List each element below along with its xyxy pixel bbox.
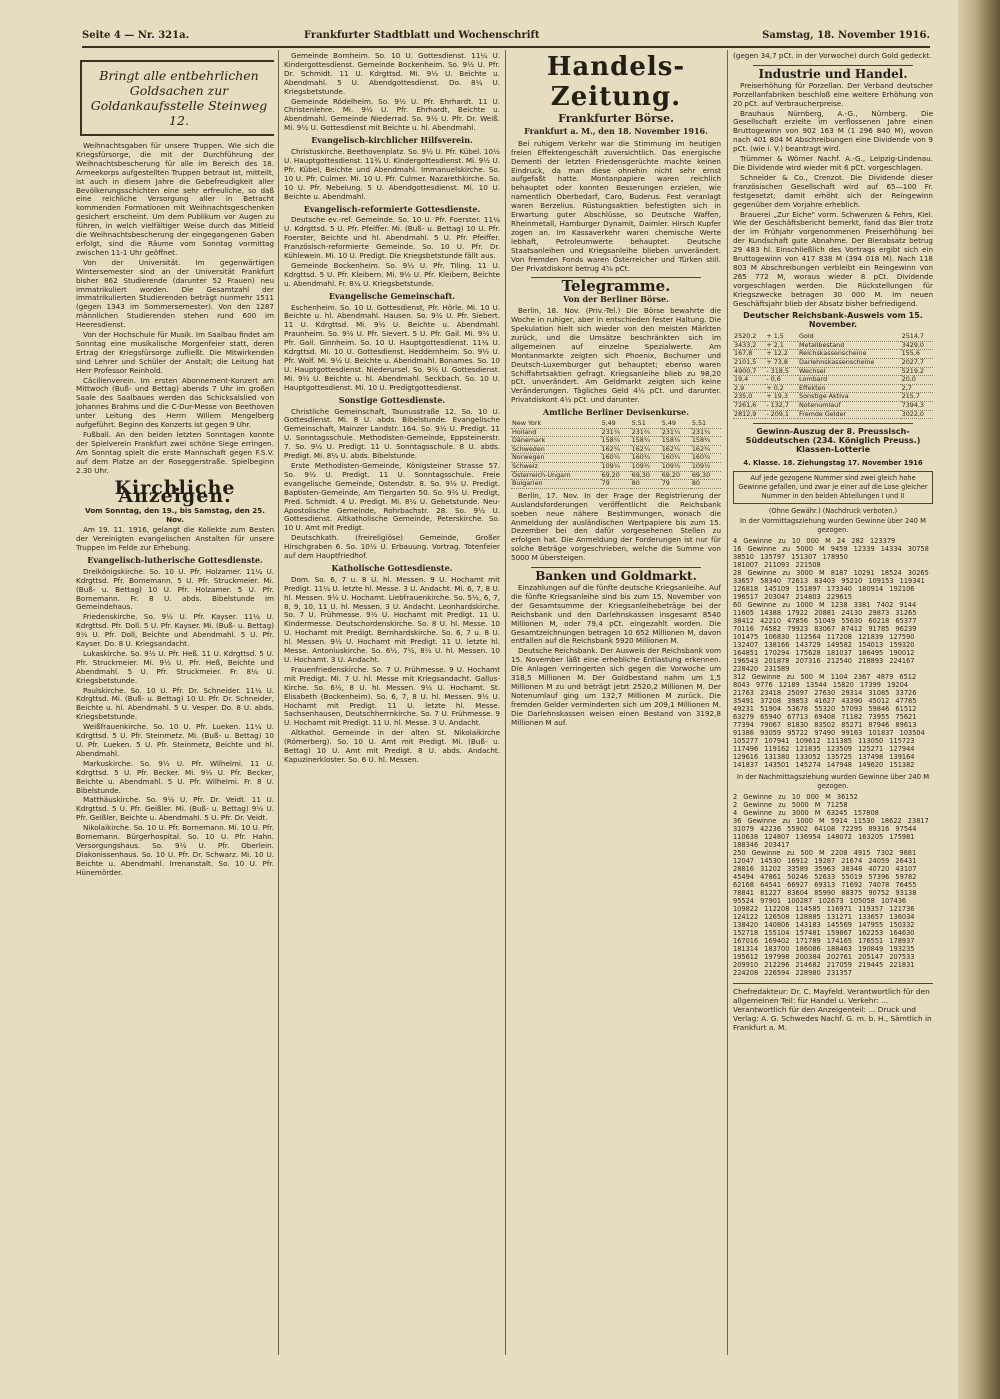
table-cell: 79: [661, 480, 691, 489]
column-rule-1: [278, 50, 279, 1355]
table-cell: 3429,0: [901, 341, 933, 350]
table-cell: 215,7: [901, 393, 933, 402]
table-cell: 5219,2: [901, 367, 933, 376]
table-cell: 2027,7: [901, 359, 933, 368]
lottery-line: 95524 97901 100287 102673 105058 107436: [733, 897, 907, 906]
lottery-line: 4 Gewinne zu 10 000 M 24 282 123379: [733, 537, 896, 546]
table-cell: - 132,7: [765, 402, 798, 411]
table-cell: Schweden: [511, 445, 601, 454]
church-entry: Dom. So. 6, 7 u. 8 U. hl. Messen. 9 U. Hochamt mit Predigt. 11¼ U. letzte hl. Messe. 3 U. Andacht. Mi. 6, 7, 8 U. hl. Messen. 9½ U. Hochamt. Liebfrauenkirche. So. 5½, 6, 7, 8, 9, 10, 11 U. hl. Messen. 3 U. Andacht. Leonhardskirche. So. 7 U. Frühmesse. 9½ U. Hochamt mit Predigt. 11 U. Kindermesse. Deutschordenskirche. So. 8 U. hl. Messe. 10 U. Hochamt mit Predigt. Bernhardskirche. So. 6, 7 u. 8 U. hl. Messen. 9½ U. Hochamt mit Predigt. 11 U. letzte hl. Messe. Antoniuskirche. So. 6½, 7½, 8½ U. hl. Messen. 10 U. Hochamt. 3 U. Andacht.: [284, 574, 500, 664]
table-cell: - 209,1: [765, 410, 798, 419]
table-cell: Dänemark: [511, 437, 601, 446]
table-cell: 160¼: [601, 454, 631, 463]
table-cell: 80: [631, 480, 661, 489]
church-entry: Paulskirche. So. 10 U. Pfr. Dr. Schneider. 11¼ U. Kdrgttsd. Mi. (Buß- u. Bettag) 10 U. Pfr. Dr. Schneider, Beichte u. hl. Abendmahl. 5 U. Vesper. Do. 8 U. abds. Kriegsbetstunde.: [76, 685, 274, 722]
table-cell: 231¾: [691, 428, 721, 437]
church-entry: Friedenskirche. So. 9½ U. Pfr. Kayser. 11¼ U. Kdrgttsd. Pfr. Doll. 5 U. Pfr. Kayser. Mi. (Buß- u. Bettag) 9½ U. Pfr. Doll, Beichte und Abendmahl. 5 U. Pfr. Kayser. Do. 8 U. Kriegsandacht.: [76, 612, 274, 649]
table-cell: + 19,3: [765, 393, 798, 402]
table-cell: + 73,8: [765, 359, 798, 368]
banks-gold-heading: Banken und Goldmarkt.: [535, 569, 697, 584]
table-cell: 80: [691, 480, 721, 489]
table-cell: 109¼: [661, 463, 691, 472]
lottery-line: 228420 231589: [733, 665, 790, 674]
lottery-line: 181007 211093 221508: [733, 561, 821, 570]
article-football: Fußball. An den beiden letzten Sonntagen konnte der Spielverein Frankfurt zwei schöne Siege erringen. Am Sonntag spielt die erste Mannschaft gegen F.S.V. auf dem Platze an der Roseggerstraße. Spielbeginn 2.30 Uhr.: [76, 430, 274, 475]
reichsbank-statement-title: Deutscher Reichsbank-Ausweis vom 15. November.: [743, 311, 923, 330]
table-cell: 69,30: [691, 471, 721, 480]
church-entry: Deutsche ev.-ref. Gemeinde. So. 10 U. Pfr. Foerster. 11¼ U. Kdrgttsd. 5 U. Pfr. Pfeiffer. Mi. (Buß- u. Bettag) 10 U. Pfr. Foerster, Beichte und hl. Abendmahl. 5 U. Pfr. Pfeiffer. Französisch-reformierte Gemeinde. So. 10 U. Pfr. Dr. Kühlewein. Mi. 10 U. Predigt. Die Kriegsbetstunde fällt aus.: [284, 215, 500, 261]
table-cell: 160¼: [661, 454, 691, 463]
table-cell: Norwegen: [511, 454, 601, 463]
lottery-line: 91386 93059 95722 97490 99163 101837 103504: [733, 729, 925, 738]
table-cell: 231¼: [661, 428, 691, 437]
table-cell: Bulgarien: [511, 480, 601, 489]
table-cell: Wechsel: [798, 367, 901, 376]
lottery-line: 164851 170294 175628 181037 186495 190012: [733, 649, 915, 658]
table-cell: 2101,5: [733, 359, 765, 368]
lottery-note: (Ohne Gewähr.) (Nachdruck verboten.): [768, 506, 898, 515]
lottery-line: 49231 51904 53678 55320 57093 59846 61512: [733, 705, 917, 714]
lottery-line: 196543 201878 207316 212540 218893 224167: [733, 657, 915, 666]
lottery-line: 250 Gewinne zu 500 M 2208 4915 7302 9681: [733, 849, 917, 858]
section-heading: Sonstige Gottesdienste.: [338, 394, 446, 405]
table-cell: - 318,5: [765, 367, 798, 376]
reichsbank-statement-table: [733, 333, 933, 419]
dateline: Frankfurt a. M., den 18. November 1916.: [524, 125, 708, 136]
table-cell: 69,20: [601, 471, 631, 480]
reichsbank-row: [733, 402, 933, 411]
lottery-line: 117496 119162 121835 123509 125271 127944: [733, 745, 915, 754]
table-cell: 69,30: [631, 471, 661, 480]
lottery-line: 38412 42210 47856 51049 55630 60218 65377: [733, 617, 917, 626]
lottery-line: 109822 112208 114585 116971 119357 121736: [733, 905, 915, 914]
section-heading: Evangelische Gemeinschaft.: [328, 290, 456, 301]
table-cell: 3022,0: [901, 410, 933, 419]
column-3: [511, 52, 721, 1352]
table-cell: 109½: [631, 463, 661, 472]
industry-item: Schneider & Co., Crenzot. Die Dividende dieser französischen Gesellschaft wird auf 65—100 Fr. festgesetzt; damit erhöht sich der Reingewinn gegenüber dem Vorjahre erheblich.: [733, 172, 933, 209]
continued-text: (gegen 34,7 pCt. in der Vorwoche) durch Gold gedeckt.: [733, 52, 932, 60]
lutheran-services-heading: Evangelisch-lutherische Gottesdienste.: [87, 554, 263, 565]
reichsbank-row: [733, 410, 933, 419]
lottery-morning-heading: In der Vormittagsziehung wurden Gewinne über 240 M gezogen.: [740, 517, 926, 535]
table-cell: Reichskassenscheine: [798, 350, 901, 359]
frankfurt-exchange-heading: Frankfurter Börse.: [558, 112, 674, 125]
column-1: [76, 52, 274, 1352]
lottery-line: 224208 226594 228980 231357: [733, 969, 852, 978]
exchange-rate-row: [511, 480, 721, 489]
table-cell: - 0,6: [765, 376, 798, 385]
page-header: [82, 30, 930, 48]
table-cell: 160¾: [691, 454, 721, 463]
table-cell: Notenumlauf: [798, 402, 901, 411]
industry-item: Brauhaus Nürnberg, A.-G., Nürnberg. Die Gesellschaft erzielte im verflossenen Jahre einen Bruttogewinn von 902 163 M (1 296 840 M), wovon nach 401 804 M Abschreibungen eine Dividende von 9 pCt. (wie i. V.) beantragt wird.: [733, 108, 933, 154]
section-heading: Katholische Gottesdienste.: [331, 562, 453, 573]
table-cell: 231¾: [631, 428, 661, 437]
table-cell: Metallbestand: [798, 341, 901, 350]
table-cell: 167,8: [733, 350, 765, 359]
table-cell: 162¼: [601, 445, 631, 454]
church-entry: Dreikönigskirche. So. 10 U. Pfr. Holzamer. 11¼ U. Kdrgttsd. Pfr. Bornemann. 5 U. Pfr. Struckmeier. Mi. (Buß- u. Bettag) 10 U. Pfr. Holzamer. 5 U. Pfr. Bornemann. Fr. 8 U. abds. Bibelstunde im Gemeindehaus.: [76, 566, 274, 612]
table-cell: Fremde Gelder: [798, 410, 901, 419]
church-entry: Nikolaikirche. So. 10 U. Pfr. Bornemann. Mi. 10 U. Pfr. Bornemann. Bürgerhospital. So. 10 U. Pfr. Hahn. Versorgungshaus. So. 9½ U. Pfr. Oberlein. Diakonissenhaus. So. 10 U. Pfr. Dr. Schwarz. Mi. 10 U. Beichte u. Abendmahl. Irrenanstalt. So. 10 U. Pfr. Hünemörder.: [76, 823, 274, 877]
lottery-line: 167016 169402 171789 174165 176551 178937: [733, 937, 915, 946]
church-entry: Matthäuskirche. So. 9½ U. Pfr. Dr. Veidt. 11 U. Kdrgttsd. 5 U. Pfr. Geißler. Mi. (Buß- u. Bettag) 9½ U. Pfr. Geißler, Beichte u. Abendmahl. 5 U. Pfr. Dr. Veidt.: [76, 795, 274, 823]
lottery-line: 62168 64541 66927 69313 71692 74078 76455: [733, 881, 917, 890]
lottery-line: 188346 203417: [733, 841, 790, 850]
table-cell: 158¼: [601, 437, 631, 446]
table-cell: 235,0: [733, 393, 765, 402]
lottery-notice-box: Auf jede gezogene Nummer sind zwei gleich hohe Gewinne gefallen, und zwar je einer auf die Lose gleicher Nummer in den beiden Abteilungen I und II: [733, 471, 933, 504]
exchange-rate-row: [511, 463, 721, 472]
lottery-line: 124122 126508 128885 131271 133657 136034: [733, 913, 915, 922]
imprint: Chefredakteur: Dr. C. Mayfeld. Verantwortlich für den allgemeinen Teil: für Handel u. Verkehr: ... Verantwortlich für den Anzeigenteil: ... Druck und Verlag: A. G. Schwedes Nachf. G. m. b. H., Sämtlich in Frankfurt a. M.: [733, 983, 933, 1032]
article-caecilienverein: Cäcilienverein. Im ersten Abonnement-Konzert am Mittwoch (Buß- und Bettag) abends 7 Uhr im großen Saale des Saalbaues werden das Schicksalslied von Johannes Brahms und die C-Dur-Messe von Beethoven unter Leitung des Herrn Willem Mengelberg aufgeführt. Beginn des Konzerts ist gegen 9 Uhr.: [76, 375, 274, 430]
church-entry: Deutschkath. (freireligiöse) Gemeinde, Großer Hirschgraben 6. So. 10½ U. Erbauung. Vortrag. Totenfeier auf dem Hauptfriedhof.: [284, 533, 500, 561]
lottery-line: 45494 47861 50246 52633 55019 57396 59782: [733, 873, 917, 882]
gold-collection-ad: Bringt alle entbehrlichen Goldsachen zur Goldankaufsstelle Steinweg 12.: [80, 60, 274, 136]
table-cell: 3433,2: [733, 341, 765, 350]
lottery-line: 28816 31202 33589 35963 38348 40720 43107: [733, 865, 917, 874]
berlin-exchange-heading: Von der Berliner Börse.: [563, 294, 669, 305]
church-notices-dates: Vom Sonntag, den 19., bis Samstag, den 25. Nov.: [85, 506, 265, 525]
table-cell: 109½: [691, 463, 721, 472]
table-cell: + 12,2: [765, 350, 798, 359]
table-cell: 2,9: [733, 384, 765, 393]
table-cell: 155,6: [901, 350, 933, 359]
section-heading: Evangelisch-kirchlicher Hilfsverein.: [311, 135, 473, 146]
table-cell: 158¾: [691, 437, 721, 446]
table-cell: 162¾: [631, 445, 661, 454]
church-collection-note: Am 19. 11. 1916, gelangt die Kollekte zum Besten der Vereinigten evangelischen Anstalten für unsere Truppen im Felde zur Erhebung.: [76, 525, 274, 552]
table-cell: 2,7: [901, 384, 933, 393]
table-cell: 109¼: [601, 463, 631, 472]
church-entry: Frauenfriedenskirche. So. 7 U. Frühmesse. 9 U. Hochamt mit Predigt. Mi. 7 U. hl. Messe mit Kriegsandacht. Gallus-Kirche. So. 6½, 8 U. hl. Messen. 9½ U. Hochamt. St. Elisabeth (Bockenheim). So. 6, 7, 8 U. hl. Messen. 9½ U. Hochamt mit Predigt. 11 U. letzte hl. Messe. Sachsenhausen, Deutschherrnkirche. So. 7 U. Frühmesse. 9 U. Hochamt mit Predigt. 11 U. hl. Messe. 3 U. Andacht.: [284, 664, 500, 728]
lottery-line: 31079 42236 55902 64108 72295 89316 97544: [733, 825, 917, 834]
table-cell: Gold: [798, 333, 901, 341]
lottery-line: 35491 37208 39853 41627 43390 45012 47785: [733, 697, 917, 706]
column-4: [733, 52, 933, 1352]
lottery-line: 28 Gewinne zu 3000 M 8187 10291 18524 30265: [733, 569, 929, 578]
table-cell: Schweiz: [511, 463, 601, 472]
lottery-line: 126818 145109 151897 173340 180914 192106: [733, 585, 915, 594]
industry-trade-heading: Industrie und Handel.: [758, 66, 908, 81]
lottery-line: 110638 124807 136954 148072 163205 175981: [733, 833, 915, 842]
table-cell: 162¾: [691, 445, 721, 454]
lottery-line: 70116 74582 79923 83067 87412 91785 96239: [733, 625, 917, 634]
lottery-line: 11605 14388 17922 20881 24130 29873 31265: [733, 609, 917, 618]
reichsbank-report: Deutsche Reichsbank. Der Ausweis der Reichsbank vom 15. November läßt eine erhebliche Entlastung erkennen. Die Anlagen verringerten sich gegen die Vorwoche um 318,5 Millionen M. Der Goldbestand nahm um 1,5 Millionen M zu und beträgt jetzt 2520,2 Millionen M. Der Notenumlauf ging um 132,7 Millionen M zurück. Die fremden Gelder verminderten sich um 209,1 Millionen M. Die Darlehnskassen weisen einen Bestand von 3192,8 Millionen M auf.: [511, 646, 721, 727]
table-cell: 158¾: [631, 437, 661, 446]
lottery-line: 60 Gewinne zu 1000 M 1238 3381 7402 9144: [733, 601, 917, 610]
industry-item: Brauerei „Zur Eiche" vorm. Schwenzen & Fehrs, Kiel. Wie der Geschäftsbericht bemerkt, fand das Bier trotz der im Frühjahr vorgenommenen Preiserhöhung bei der Kundschaft gute Abnahme. Der Bierabsatz betrug 29 483 hl. Einschließlich des Vortrags ergibt sich ein Bruttogewinn von 417 838 M (394 018 M). Nach 118 803 M Abschreibungen verbleibt ein Reingewinn von 265 772 M, woraus wieder 8 pCt. Dividende vorgeschlagen werden. Die Rückstellungen für Kriegszwecke betragen 30 000 M. Im neuen Geschäftsjahr blieb der Absatz bisher befriedigend.: [733, 209, 933, 308]
church-entry: Weißfrauenkirche. So. 10 U. Pfr. Lueken. 11¼ U. Kdrgttsd. 5 U. Pfr. Steinmetz. Mi. (Buß- u. Bettag) 10 U. Pfr. Lueken. 5 U. Pfr. Steinmetz, Beichte und hl. Abendmahl.: [76, 722, 274, 758]
lottery-line: 141837 143501 145274 147948 149620 151382: [733, 761, 915, 770]
lottery-line: 209910 212296 214682 217059 219445 221831: [733, 961, 915, 970]
war-loan-report: Einzahlungen auf die fünfte deutsche Kriegsanleihe. Auf die fünfte Kriegsanleihe sind bis zum 15. November von der Gesamtsumme der Kriegsanleihebeträge bei der Reichsbank und den Darlehnskassen insgesamt 8540 Millionen M, oder 79,4 pCt. eingezahlt worden. Die Gesamtzeichnungen betragen 10 652 Millionen M, davon entfallen auf die Reichsbank 5920 Millionen M.: [511, 583, 721, 646]
table-cell: 158¼: [661, 437, 691, 446]
table-cell: 5,49: [661, 420, 691, 428]
church-entry: Eschenheim. So. 10 U. Gottesdienst, Pfr. Hörle. Mi. 10 U. Beichte u. hl. Abendmahl. Hausen. So. 9½ U. Pfr. Siebert. 11 U. Kdrgttsd. Mi. 9½ U. Beichte u. Abendmahl. Praunheim. So. 9½ U. Pfr. Sievert. 5 U. Pfr. Gail. Mi. 9½ U. Pfr. Gail. Ginnheim. So. 10 U. Hauptgottesdienst. 11¼ U. Kdrgttsd. Mi. 10 U. Gottesdienst. Heddernheim. So. 9½ U. Pfr. Wolf. Mi. 9½ U. Beichte u. Abendmahl. Bonames. So. 10 U. Hauptgottesdienst. Niederursel. So. 9½ U. Gottesdienst. Mi. 9½ U. Beichte u. hl. Abendmahl. Seckbach. So. 10 U. Hauptgottesdienst. Mi. 10 U. Predigtgottesdienst.: [284, 302, 500, 392]
church-entry: Lukaskirche. So. 9½ U. Pfr. Heß. 11 U. Kdrgttsd. 5 U. Pfr. Struckmeier. Mi. 9½ U. Pfr. Heß, Beichte und Abendmahl. 5 U. Pfr. Struckmeier. Fr. 8¼ U. Kriegsbetstunde.: [76, 648, 274, 685]
table-cell: + 2,1: [765, 341, 798, 350]
table-cell: 5,49: [601, 420, 631, 428]
lottery-afternoon-numbers: [733, 793, 933, 977]
table-cell: 4900,7: [733, 367, 765, 376]
lottery-title: Gewinn-Auszug der 8. Preussisch-Süddeutschen (234. Königlich Preuss.) Klassen-Lotterie: [745, 427, 921, 455]
lottery-line: 16 Gewinne zu 5000 M 9459 12339 14334 30758 38510 135797 151307 178950: [733, 545, 929, 562]
lottery-line: 129616 131380 133052 135725 137498 139164: [733, 753, 915, 762]
table-cell: 160¾: [631, 454, 661, 463]
table-cell: Sonstige Aktiva: [798, 393, 901, 402]
table-cell: 20,0: [901, 376, 933, 385]
table-cell: + 1,5: [765, 333, 798, 341]
lottery-line: 101475 106830 112564 117208 121839 127590: [733, 633, 915, 642]
berlin-registration-report: Berlin, 17. Nov. In der Frage der Registrierung der Auslandsforderungen veröffentlicht die Reichsbank soeben neue nähere Bestimmungen, wonach die Anmeldung der ausländischen Wertpapiere bis zum 15. Dezember bei den dafür vorgesehenen Stellen zu erfolgen hat. Die Anmeldung der Forderungen ist nur für solche Beträge vorgeschrieben, welche die Summe von 5000 M übersteigen.: [511, 490, 721, 563]
column-2: [284, 52, 500, 1352]
table-cell: 2514,7: [901, 333, 933, 341]
page-edge: [958, 0, 1000, 1399]
industry-item: Trümmer & Wörner Nachf. A.-G., Leipzig-Lindenau. Die Dividende wird wieder mit 6 pCt. vorgeschlagen.: [733, 154, 933, 172]
table-cell: 5,51: [691, 420, 721, 428]
table-cell: New York: [511, 420, 601, 428]
lottery-line: 4 Gewinne zu 3000 M 63245 157808: [733, 809, 879, 818]
table-cell: Holland: [511, 428, 601, 437]
lottery-line: 138420 140806 143183 145569 147955 150332: [733, 921, 915, 930]
lottery-line: 312 Gewinne zu 500 M 1104 2367 4879 6512: [733, 673, 917, 682]
lottery-line: 196517 203047 214803 229615: [733, 593, 852, 602]
exchange-rates-title: Amtliche Berliner Devisenkurse.: [542, 407, 690, 418]
church-entry: Gemeinde Rödelheim. So. 9½ U. Pfr. Ehrhardt. 11 U. Christenlehre. Mi. 9½ U. Pfr. Ehrhardt, Beichte u. Abendmahl. Gemeinde Niederrad. So. 9½ U. Pfr. Dr. Weiß. Mi. 9½ U. Gottesdienst mit Beichte u. hl. Abendmahl.: [284, 96, 500, 133]
lottery-line: 152718 155104 157481 159867 162253 164630: [733, 929, 915, 938]
lottery-morning-numbers: [733, 537, 933, 769]
table-cell: 162¼: [661, 445, 691, 454]
table-cell: Effekten: [798, 384, 901, 393]
church-entry: Christuskirche. Beethovenplatz. So. 9½ U. Pfr. Kübel. 10½ U. Hauptgottesdienst. 11¾ U. Kindergottesdienst. Mi. 9½ U. Pfr. Kübel, Beichte und Abendmahl. Immanuelskirche. So. 10 U. Pfr. Culmer. Mi. 10 U. Pfr. Culmer. Nazarethkirche. So. 10 U. Pfr. Nebelung. 5 U. Abendgottesdienst. Mi. 10 U. Beichte u. Abendmahl.: [284, 147, 500, 201]
lottery-line: 36 Gewinne zu 1000 M 5914 11530 18622 23817: [733, 817, 929, 826]
article-music-school: Von der Hochschule für Musik. Im Saalbau findet am Sonntag eine musikalische Morgenfeier statt, deren Ertrag der Kriegsfürsorge zufließt. Die Mitwirkenden sind Lehrer und Schüler der Anstalt; die Leitung hat Herr Professor Reinhold.: [76, 330, 274, 375]
church-entry: Gemeinde Bornheim. So. 10 U. Gottesdienst. 11¼ U. Kindergottesdienst. Gemeinde Bockenheim. So. 9½ U. Pfr. Dr. Schmidt. 11 U. Kdrgttsd. Mi. 9½ U. Beichte u. Abendmahl. 5 U. Abendgottesdienst. Do. 8¼ U. Kriegsbetstunde.: [284, 52, 500, 96]
lottery-line: 78841 81227 83604 85990 88375 90752 93138: [733, 889, 917, 898]
reichsbank-row: [733, 359, 933, 368]
church-entry: Gemeinde Bockenheim. So. 9½ U. Pfr. Tiling. 11 U. Kdrgttsd. 5 U. Pfr. Kleibern. Mi. 9½ U. Pfr. Kleibern, Beichte u. Abendmahl. Fr. 8¼ U. Kriegsbetstunde.: [284, 260, 500, 288]
church-entry: Markuskirche. So. 9½ U. Pfr. Wilhelmi. 11 U. Kdrgttsd. 5 U. Pfr. Becker. Mi. 9½ U. Pfr. Becker, Beichte u. Abendmahl. 5 U. Pfr. Wilhelmi. Fr. 8 U. Bibelstunde.: [76, 758, 274, 795]
church-entry: Erste Methodisten-Gemeinde, Königsteiner Strasse 57. So. 9½ U. Predigt. 11 U. Sonntagsschule. Freie evangelische Gemeinde, Ostendstr. 8. So. 9½ U. Predigt. Baptisten-Gemeinde, Am Tiergarten 50. So. 9½ U. Predigt, Pred. Schmidt. 4 U. Predigt. Mi. 8¼ U. Gebetstunde. Neu-Apostolische Gemeinde, Rohrbachstr. 28. So. 9½ U. Gottesdienst. Altkatholische Gemeinde, Peterskirche. So. 10 U. Amt mit Predigt.: [284, 460, 500, 533]
divider: [531, 567, 701, 568]
lottery-subtitle: 4. Klasse. 18. Ziehungstag 17. November 1916: [743, 458, 923, 467]
article-christmas-gifts: Weihnachtsgaben für unsere Truppen. Wie sich die Kriegsfürsorge, die mit der Durchführung der Weihnachtsbescherung für alle im Bereich des 18. Armeekorps aufgestellten Truppen betraut ist, mitteilt, ist auch in diesem Jahre die Gebefreudigkeit aller Bevölkerungsschichten eine sehr erfreuliche, so daß eine reichliche Versorgung aller in Betracht kommenden Formationen mit Weihnachtsgeschenken gesichert erscheint. Um dem Publikum vor Augen zu führen, in welch vielfältiger Weise durch das Mitleid die Weihnachtsbescherung der eingegangenen Gaben erfolgt, sind die Räume vom Sonntag vormittag zwischen 11-1 Uhr geöffnet.: [76, 141, 274, 257]
header-date: Samstag, 18. November 1916.: [762, 30, 930, 41]
table-cell: Lombard: [798, 376, 901, 385]
lottery-line: 12047 14530 16912 19287 21674 24059 26431: [733, 857, 917, 866]
table-cell: 7261,6: [733, 402, 765, 411]
table-cell: + 0,2: [765, 384, 798, 393]
lottery-line: 181314 183700 186086 188463 190849 193235: [733, 945, 915, 954]
section-heading: Evangelisch-reformierte Gottesdienste.: [303, 203, 481, 214]
lottery-line: 2 Gewinne zu 10 000 M 36152: [733, 793, 858, 802]
lottery-line: 195612 197998 200384 202761 205147 207533: [733, 953, 915, 962]
lottery-line: 105277 107941 109612 111385 113050 115723: [733, 737, 915, 746]
table-cell: Österreich-Ungarn: [511, 471, 601, 480]
table-cell: 19,4: [733, 376, 765, 385]
article-university: Von der Universität. Im gegenwärtigen Wintersemester sind an der Universität Frankfurt bisher 862 Studierende (darunter 52 Frauen) neu immatrikuliert worden. Die Gesamtzahl der immatrikulierten Studierenden beträgt nunmehr 1511 (gegen 1343 im Sommersemester). Von den 1287 männlichen Studierenden stehen rund 600 im Heeresdienst.: [76, 257, 274, 330]
table-cell: 231¼: [601, 428, 631, 437]
table-cell: Darlehnskassenscheine: [798, 359, 901, 368]
church-entry: Christliche Gemeinschaft, Taunusstraße 12. So. 10 U. Gottesdienst. Mi. 8 U. abds. Bibelstunde. Evangelische Gemeinschaft, Mainzer Landstr. 164. So. 9½ U. Predigt. 11 U. Sonntagsschule. Methodisten-Gemeinde, Eppsteinerstr. 7. So. 9½ U. Predigt. 11 U. Sonntagsschule. 8 U. abds. Predigt. Mi. 8¼ U. abds. Bibelstunde.: [284, 406, 500, 461]
lottery-line: 2 Gewinne zu 5000 M 71258: [733, 801, 848, 810]
lottery-line: 77394 79067 81830 83502 85271 87946 89613: [733, 721, 917, 730]
telegrams-heading: Telegramme.: [561, 277, 671, 296]
table-cell: 7394,3: [901, 402, 933, 411]
berlin-report: Berlin, 18. Nov. (Priv.-Tel.) Die Börse bewahrte die Woche in ruhiger, aber in entschieden fester Haltung. Die Spekulation hielt sich wieder von den meisten Märkten zurück, und die Umsätze beschränkten sich im allgemeinen auf einzelne Spezialwerte. Am Montanmarkte zeigten sich Phoenix, Bochumer und Deutsch-Luxemburger gut behauptet; ebenso waren Schiffahrtsaktien gefragt. Kriegsanleihe blieb zu 98,20 pCt. unverändert. Am Geldmarkt zeigten sich keine Veränderungen. Tägliches Geld 4½ pCt. und darunter. Privatdiskont 4½ pCt. und darunter.: [511, 306, 721, 405]
header-page-number: Seite 4 — Nr. 321a.: [82, 30, 190, 41]
divider: [753, 65, 913, 66]
table-cell: 5,51: [631, 420, 661, 428]
church-notices-title: Kirchliche Anzeigen.: [114, 476, 236, 508]
divider: [753, 423, 913, 424]
lottery-line: 33657 58340 72613 83403 95210 109153 119341: [733, 577, 925, 586]
lottery-line: 63279 65940 67713 69408 71182 73955 75621: [733, 713, 917, 722]
header-masthead: Frankfurter Stadtblatt und Wochenschrift: [304, 30, 540, 41]
column-rule-3: [727, 50, 728, 1355]
exchange-rates-table: [511, 420, 721, 489]
industry-item: Preiserhöhung für Porzellan. Der Verband deutscher Porzellanfabriken beschloß eine weitere Erhöhung von 20 pCt. auf Verbraucherpreise.: [733, 80, 933, 108]
exchange-rate-row: [511, 420, 721, 428]
lottery-afternoon-heading: In der Nachmittagsziehung wurden Gewinne über 240 M gezogen.: [736, 773, 930, 791]
lottery-line: 132407 138166 143729 149582 154013 159320: [733, 641, 915, 650]
church-entry: Altkathol. Gemeinde in der alten St. Nikolaikirche (Römerberg). So. 10 U. Amt mit Predigt. Mi. (Buß- u. Bettag) 10 U. Amt mit Predigt. 8 U. abds. Andacht. Kapuzinerkloster. So. 6 U. hl. Messen.: [284, 728, 500, 764]
column-rule-2: [505, 50, 506, 1355]
table-cell: 2812,9: [733, 410, 765, 419]
lottery-line: 8043 9776 12189 13544 15820 17399 19204: [733, 681, 909, 690]
lottery-line: 21763 23418 25097 27630 29314 31085 33726: [733, 689, 917, 698]
table-cell: 2520,2: [733, 333, 765, 341]
exchange-report: Bei ruhigem Verkehr war die Stimmung im heutigen freien Effektengeschäft zuversichtlich. Das energische Dementi der letzten Friedensgerüchte machte keinen Eindruck, da man diese ohnehin nicht sehr ernst aufgefaßt hatte. Montanpapiere waren reichlich behauptet oder konnten Besserungen erzielen, wie namentlich Oberbedarf, Caro, Buderus. Fest veranlagt waren Berzelius. Rüstungsaktien befestigten sich in Erwartung guter Abschlüsse, so Deutsche Waffen, Rheinmetall, Hamburger Dynamit, Daimler. Hirsch Kupfer zogen an. Im Kassaverkehr waren chemische Werte lebhaft, Petroleumwerte behauptet. Deutsche Staatsanleihen und Kriegsanleihe blieben unverändert. Von fremden Fonds waren Österreicher und Türken still. Der Privatdiskont betrug 4⅝ pCt.: [511, 138, 721, 273]
trade-section-title: Handels-Zeitung.: [546, 52, 686, 112]
table-cell: 69,20: [661, 471, 691, 480]
table-cell: 79: [601, 480, 631, 489]
